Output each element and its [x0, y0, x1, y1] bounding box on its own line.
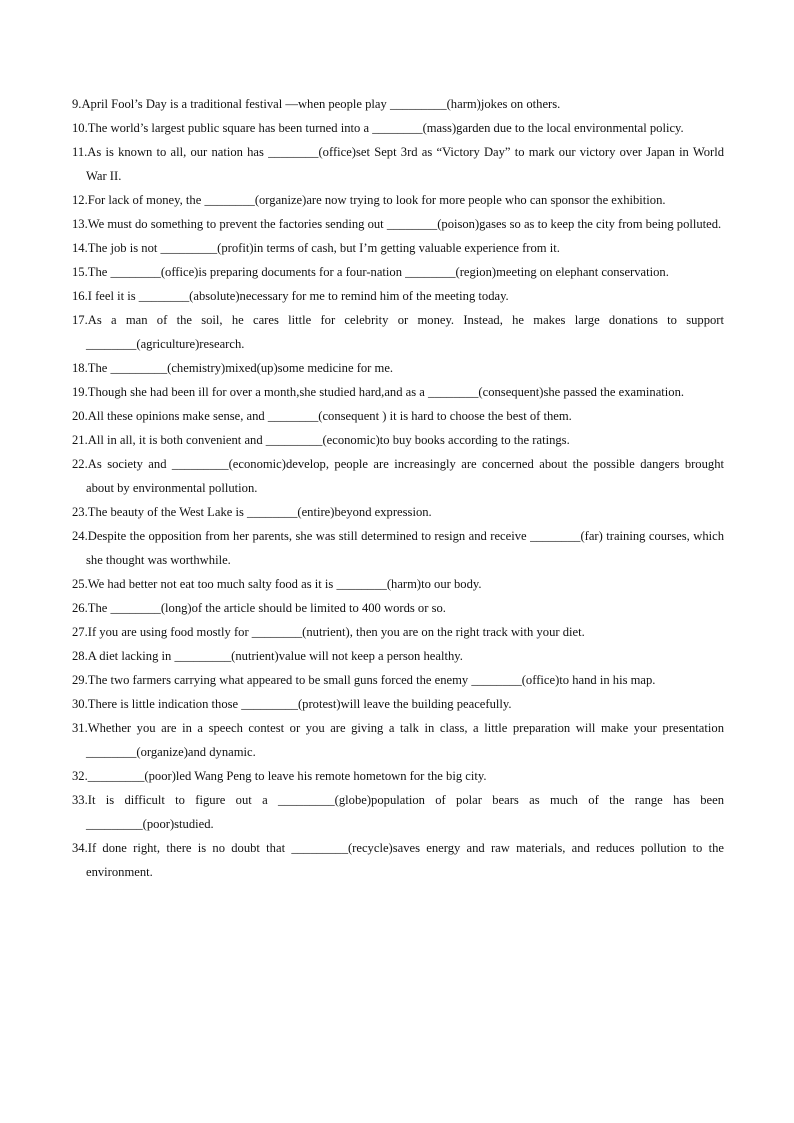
question-number: 31.	[72, 721, 88, 735]
question-24	[72, 524, 724, 572]
question-16	[72, 284, 724, 308]
question-text: If done right, there is no doubt that _________(recycle)saves energy and raw materials, and reduces pollution to the environment.	[86, 841, 724, 879]
question-number: 26.	[72, 601, 88, 615]
question-number: 24.	[72, 529, 88, 543]
question-22	[72, 452, 724, 500]
question-number: 18.	[72, 361, 88, 375]
question-number: 14.	[72, 241, 88, 255]
question-number: 33.	[72, 793, 88, 807]
question-number: 12.	[72, 193, 88, 207]
question-text: April Fool’s Day is a traditional festival —when people play _________(harm)jokes on others.	[81, 97, 561, 111]
question-number: 11.	[72, 145, 88, 159]
question-number: 25.	[72, 577, 88, 591]
question-number: 17.	[72, 313, 88, 327]
question-text: A diet lacking in _________(nutrient)value will not keep a person healthy.	[87, 649, 463, 663]
question-text: As society and _________(economic)develop, people are increasingly are concerned about the possible dangers brought about by environmental pollution.	[86, 457, 724, 495]
question-18	[72, 356, 724, 380]
question-number: 10.	[72, 121, 88, 135]
question-number: 15.	[72, 265, 88, 279]
question-31	[72, 716, 724, 764]
question-19	[72, 380, 724, 404]
question-27	[72, 620, 724, 644]
question-number: 9.	[72, 97, 82, 111]
question-text: We had better not eat too much salty food as it is ________(harm)to our body.	[87, 577, 482, 591]
question-text: The two farmers carrying what appeared to be small guns forced the enemy ________(office)to hand in his map.	[87, 673, 656, 687]
question-26	[72, 596, 724, 620]
question-text: Though she had been ill for over a month,she studied hard,and as a ________(consequent)she passed the examination.	[87, 385, 685, 399]
question-text: _________(poor)led Wang Peng to leave his remote hometown for the big city.	[87, 769, 487, 783]
question-number: 32.	[72, 769, 88, 783]
question-number: 27.	[72, 625, 88, 639]
question-17	[72, 308, 724, 356]
question-23	[72, 500, 724, 524]
question-text: I feel it is ________(absolute)necessary for me to remind him of the meeting today.	[87, 289, 509, 303]
question-number: 34.	[72, 841, 88, 855]
question-number: 22.	[72, 457, 88, 471]
question-number: 13.	[72, 217, 88, 231]
question-20	[72, 404, 724, 428]
question-15	[72, 260, 724, 284]
question-text: As is known to all, our nation has ________(office)set Sept 3rd as “Victory Day” to mark our victory over Japan in World War II.	[86, 145, 724, 183]
question-21	[72, 428, 724, 452]
exercise-page	[72, 92, 724, 884]
question-10	[72, 116, 724, 140]
question-11	[72, 140, 724, 188]
question-number: 20.	[72, 409, 88, 423]
question-text: The ________(office)is preparing documents for a four-nation ________(region)meeting on elephant conservation.	[87, 265, 669, 279]
question-text: The beauty of the West Lake is ________(entire)beyond expression.	[87, 505, 432, 519]
question-number: 19.	[72, 385, 88, 399]
question-text: The ________(long)of the article should be limited to 400 words or so.	[87, 601, 446, 615]
question-text: For lack of money, the ________(organize)are now trying to look for more people who can sponsor the exhibition.	[87, 193, 666, 207]
question-30	[72, 692, 724, 716]
question-text: All these opinions make sense, and ________(consequent ) it is hard to choose the best of them.	[87, 409, 572, 423]
question-number: 23.	[72, 505, 88, 519]
question-text: If you are using food mostly for ________(nutrient), then you are on the right track with your diet.	[87, 625, 585, 639]
question-12	[72, 188, 724, 212]
question-28	[72, 644, 724, 668]
question-text: The _________(chemistry)mixed(up)some medicine for me.	[87, 361, 394, 375]
question-text: As a man of the soil, he cares little for celebrity or money. Instead, he makes large donations to support ________(agriculture)research.	[86, 313, 724, 351]
question-text: All in all, it is both convenient and _________(economic)to buy books according to the ratings.	[87, 433, 570, 447]
question-13	[72, 212, 724, 236]
question-29	[72, 668, 724, 692]
question-25	[72, 572, 724, 596]
question-number: 28.	[72, 649, 88, 663]
question-text: It is difficult to figure out a _________(globe)population of polar bears as much of the range has been _________(poor)studied.	[86, 793, 724, 831]
question-14	[72, 236, 724, 260]
question-32	[72, 764, 724, 788]
question-number: 16.	[72, 289, 88, 303]
question-text: Despite the opposition from her parents, she was still determined to resign and receive ________(far) training courses, which she thought was worthwhile.	[86, 529, 724, 567]
question-33	[72, 788, 724, 836]
question-text: The world’s largest public square has been turned into a ________(mass)garden due to the local environmental policy.	[87, 121, 684, 135]
question-text: The job is not _________(profit)in terms of cash, but I’m getting valuable experience from it.	[87, 241, 560, 255]
question-number: 30.	[72, 697, 88, 711]
question-text: Whether you are in a speech contest or you are giving a talk in class, a little preparation will make your presentation ________(organize)and dynamic.	[86, 721, 724, 759]
question-9	[72, 92, 724, 116]
question-34	[72, 836, 724, 884]
question-text: There is little indication those _________(protest)will leave the building peacefully.	[87, 697, 512, 711]
question-text: We must do something to prevent the factories sending out ________(poison)gases so as to keep the city from being polluted.	[87, 217, 722, 231]
question-number: 21.	[72, 433, 88, 447]
question-number: 29.	[72, 673, 88, 687]
